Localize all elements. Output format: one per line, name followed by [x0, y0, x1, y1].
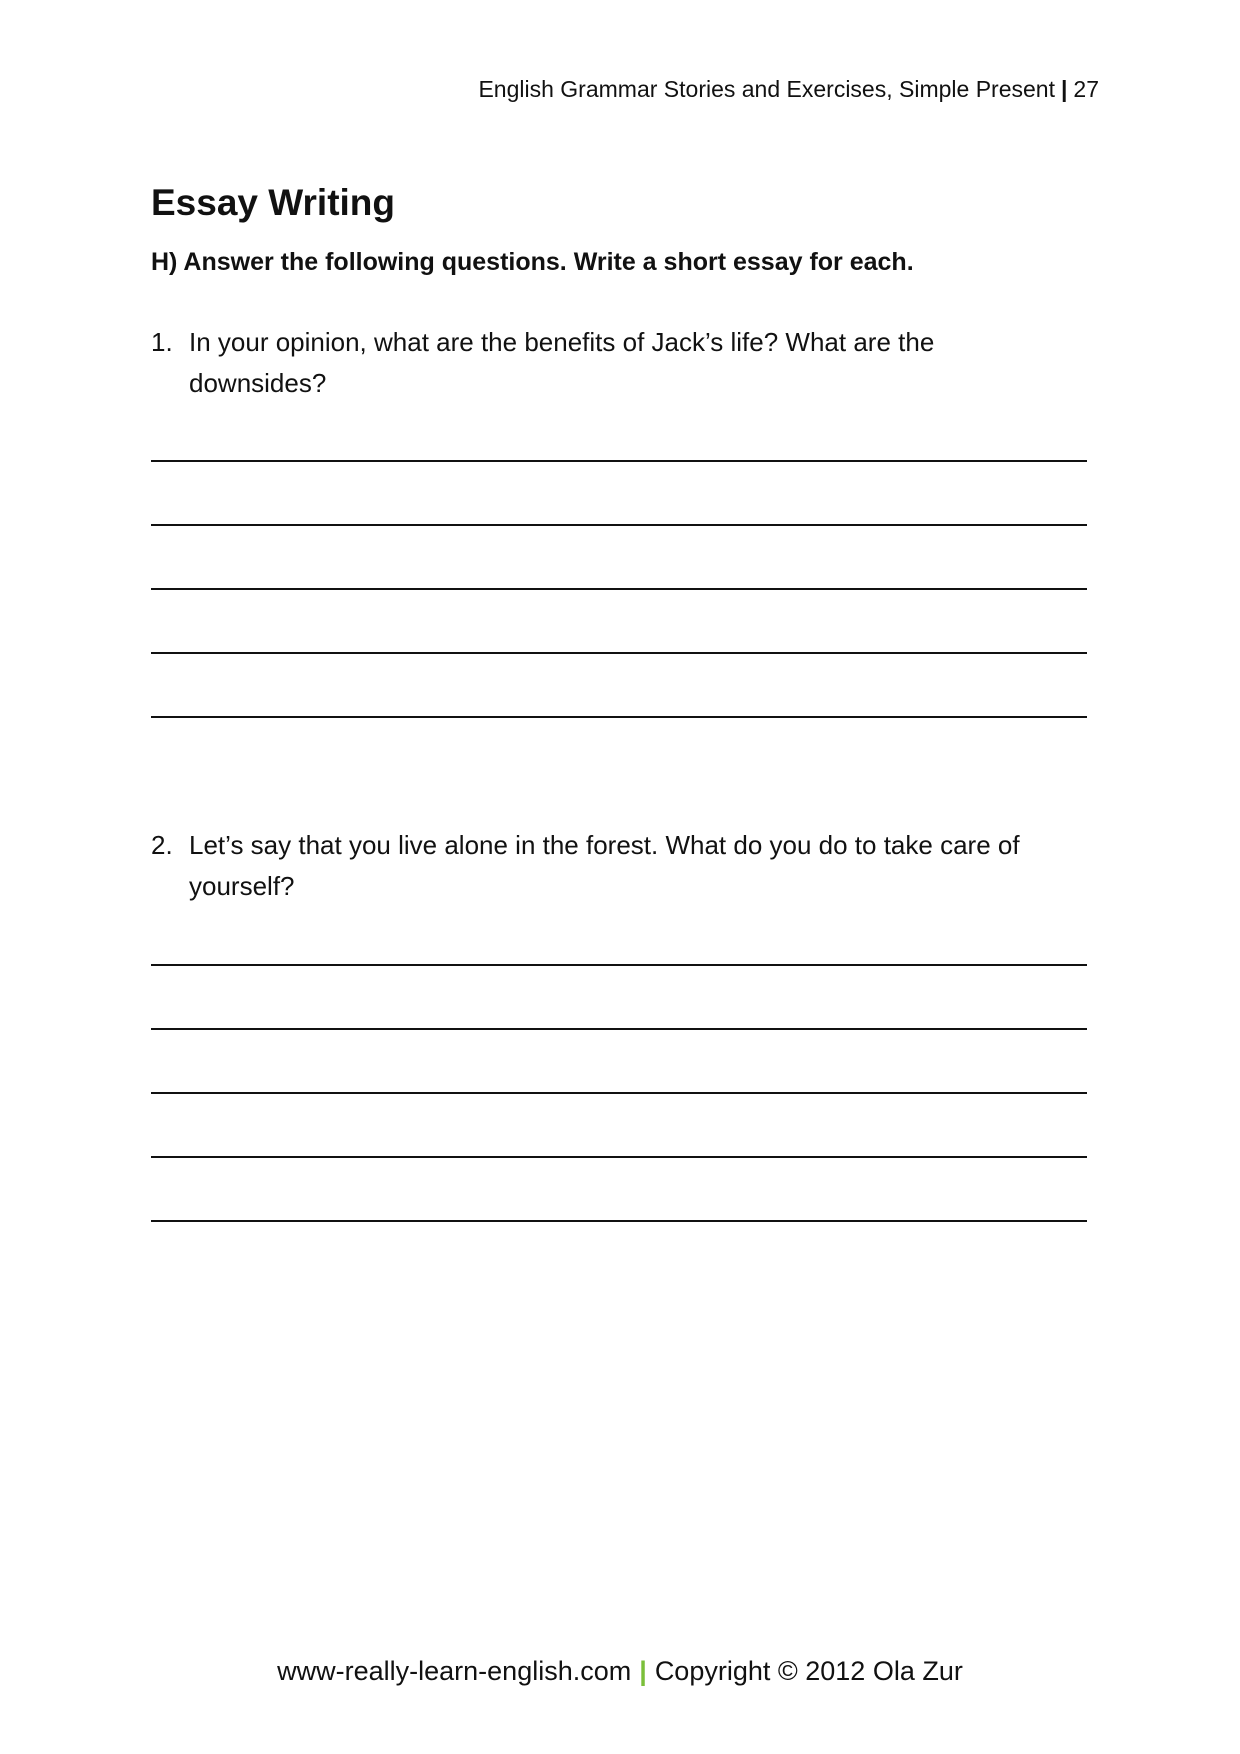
- answer-line[interactable]: [151, 1030, 1087, 1094]
- question-number: 2.: [151, 830, 173, 860]
- answer-line[interactable]: [151, 1094, 1087, 1158]
- answer-line[interactable]: [151, 526, 1087, 590]
- header-separator: |: [1060, 76, 1068, 102]
- answer-line[interactable]: [151, 590, 1087, 654]
- answer-lines-2: [151, 902, 1087, 1222]
- question-text: In your opinion, what are the benefits of Jack’s life? What are the downsides?: [189, 327, 935, 398]
- question-text: Let’s say that you live alone in the forest. What do you do to take care of yourself?: [189, 830, 1020, 901]
- footer-copyright: Copyright © 2012 Ola Zur: [654, 1656, 963, 1686]
- answer-line[interactable]: [151, 462, 1087, 526]
- answer-lines-1: [151, 398, 1087, 718]
- footer-website: www-really-learn-english.com: [277, 1656, 632, 1686]
- exercise-instruction: H) Answer the following questions. Write a short essay for each.: [151, 248, 914, 276]
- answer-line[interactable]: [151, 966, 1087, 1030]
- page-header: [478, 76, 1099, 103]
- page-footer: [0, 1656, 1240, 1687]
- question-2: [151, 825, 1091, 907]
- answer-line[interactable]: [151, 654, 1087, 718]
- answer-line[interactable]: [151, 902, 1087, 966]
- question-number: 1.: [151, 327, 173, 357]
- section-title: Essay Writing: [151, 182, 396, 223]
- answer-line[interactable]: [151, 398, 1087, 462]
- header-title: English Grammar Stories and Exercises, Simple Present: [478, 76, 1055, 102]
- footer-separator: |: [639, 1656, 647, 1686]
- answer-line[interactable]: [151, 1158, 1087, 1222]
- question-1: [151, 322, 1091, 404]
- page-number: 27: [1073, 76, 1099, 102]
